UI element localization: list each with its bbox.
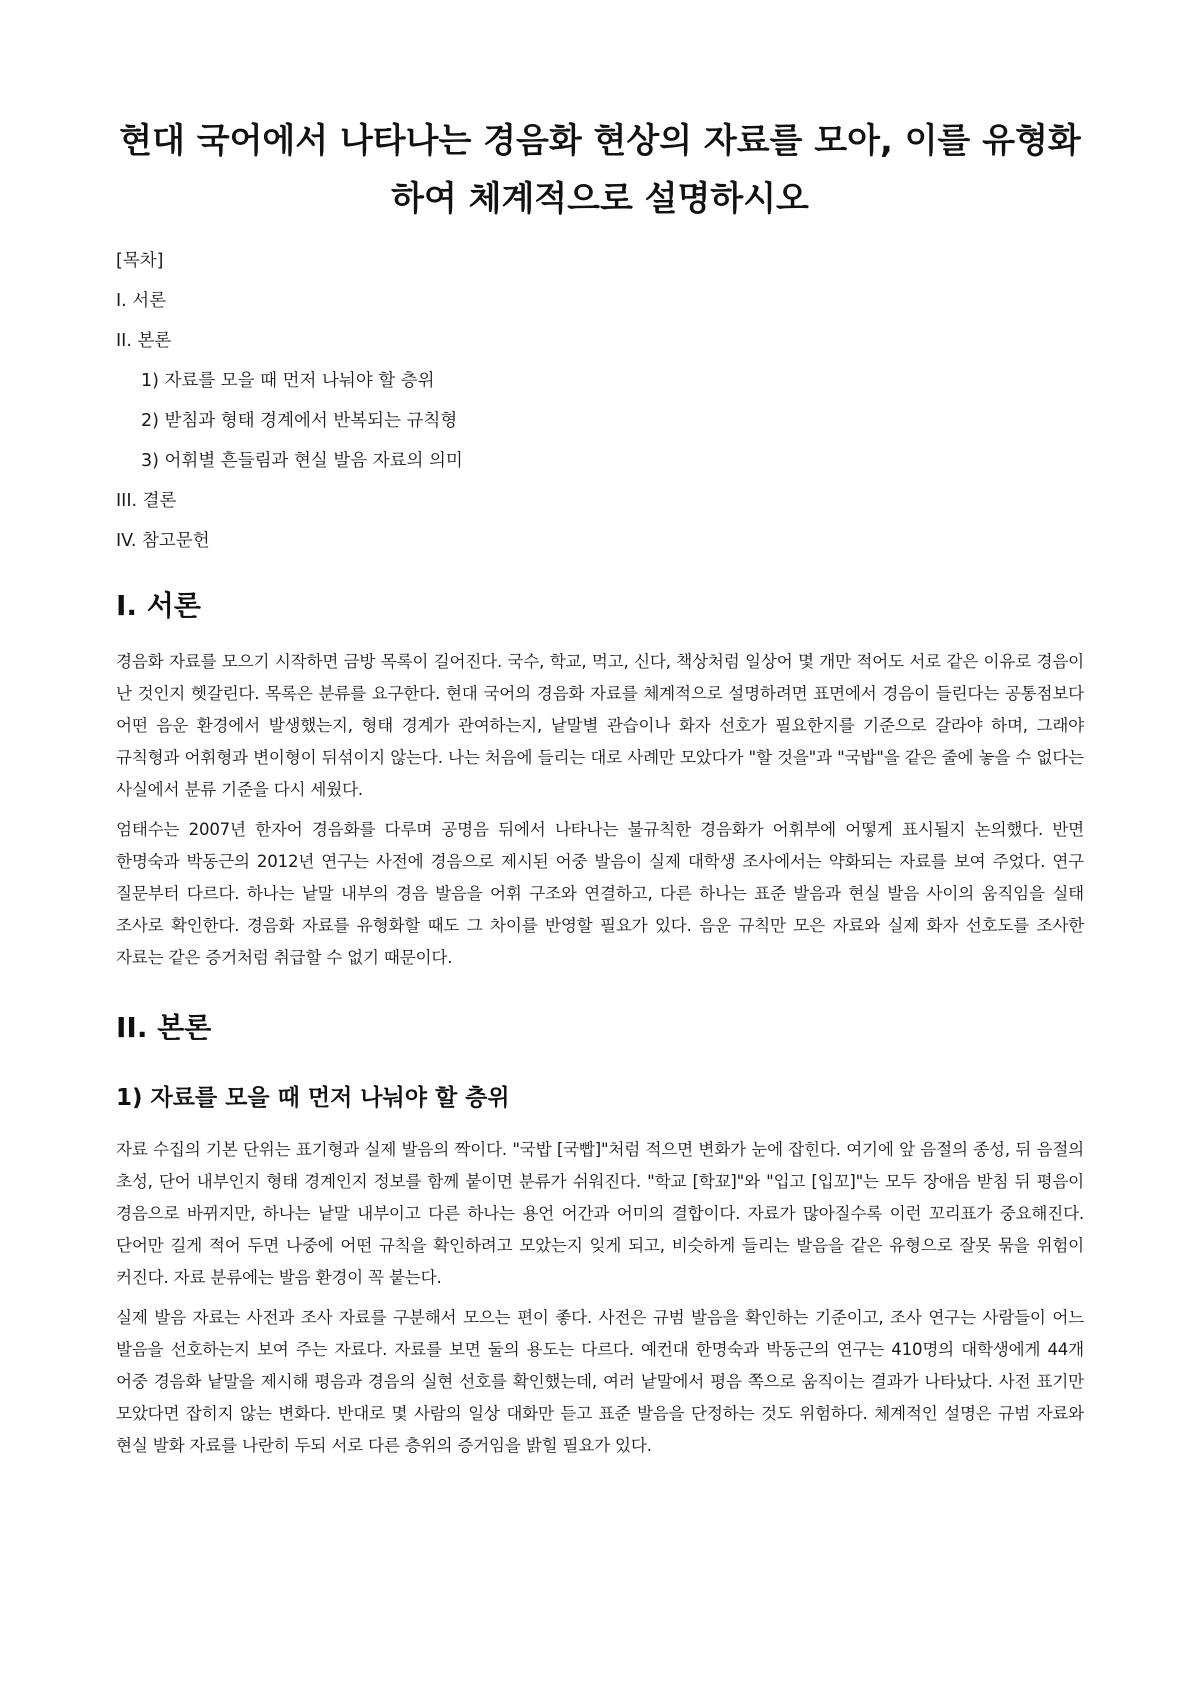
subsection-1-paragraph-2: 실제 발음 자료는 사전과 조사 자료를 구분해서 모으는 편이 좋다. 사전은 규범 발음을 확인하는 기준이고, 조사 연구는 사람들이 어느 발음을 선호하는지 보여 주는 자료다. 자료를 보면 둘의 용도는 다르다. 예컨대 한명숙과 박동근의 연구는 410명의 대학생에게 44개 어중 경음화 낱말을 제시해 평음과 경음의 실현 선호를 확인했는데, 여러 낱말에서 평음 쪽으로 움직이는 결과가 나타났다. 사전 표기만 모았다면 잡히지 않는 변화다. 반대로 몇 사람의 일상 대화만 듣고 표준 발음을 단정하는 것도 위험하다. 체계적인 설명은 규범 자료와 현실 발화 자료를 나란히 두되 서로 다른 층위의 증거임을 밝힐 필요가 있다.: [116, 1308, 1084, 1455]
toc-item-conclusion: III. 결론: [116, 491, 177, 511]
intro-paragraph-1: 경음화 자료를 모으기 시작하면 금방 목록이 길어진다. 국수, 학교, 먹고, 신다, 책상처럼 일상어 몇 개만 적어도 서로 같은 이유로 경음이 난 것인지 헷갈린다. 목록은 분류를 요구한다. 현대 국어의 경음화 자료를 체계적으로 설명하려면 표면에서 경음이 들린다는 공통점보다 어떤 음운 환경에서 발생했는지, 형태 경계가 관여하는지, 낱말별 관습이나 화자 선호가 필요한지를 기준으로 갈라야 하며, 그래야 규칙형과 어휘형과 변이형이 뒤섞이지 않는다. 나는 처음에 들리는 대로 사례만 모았다가 "할 것을"과 "국밥"을 같은 줄에 놓을 수 없다는 사실에서 분류 기준을 다시 세웠다.: [116, 652, 1084, 799]
table-of-contents: [116, 250, 1084, 552]
intro-paragraph-2: 엄태수는 2007년 한자어 경음화를 다루며 공명음 뒤에서 나타나는 불규칙한 경음화가 어휘부에 어떻게 표시될지 논의했다. 반면 한명숙과 박동근의 2012년 연구는 사전에 경음으로 제시된 어중 발음이 실제 대학생 조사에서는 약화되는 자료를 보여 주었다. 연구 질문부터 다르다. 하나는 낱말 내부의 경음 발음을 어휘 구조와 연결하고, 다른 하나는 표준 발음과 현실 발음 사이의 움직임을 실태 조사로 확인한다. 경음화 자료를 유형화할 때도 그 차이를 반영할 필요가 있다. 음운 규칙만 모은 자료와 실제 화자 선호도를 조사한 자료는 같은 증거처럼 취급할 수 없기 때문이다.: [116, 820, 1084, 967]
toc-heading: [목차]: [116, 251, 164, 271]
toc-subitem-1: 1) 자료를 모을 때 먼저 나눠야 할 층위: [141, 371, 435, 391]
toc-item-main-body: II. 본론: [116, 331, 172, 351]
subsection-1-paragraph-1: 자료 수집의 기본 단위는 표기형과 실제 발음의 짝이다. "국밥 [국빱]"처럼 적으면 변화가 눈에 잡힌다. 여기에 앞 음절의 종성, 뒤 음절의 초성, 단어 내부인지 형태 경계인지 정보를 함께 붙이면 분류가 쉬워진다. "학교 [학꾜]"와 "입고 [입꼬]"는 모두 장애음 받침 뒤 평음이 경음으로 바뀌지만, 하나는 낱말 내부이고 다른 하나는 용언 어간과 어미의 결합이다. 자료가 많아질수록 이런 꼬리표가 중요해진다. 단어만 길게 적어 두면 나중에 어떤 규칙을 확인하려고 모았는지 잊게 되고, 비슷하게 들리는 발음을 같은 유형으로 잘못 묶을 위험이 커진다. 자료 분류에는 발음 환경이 꼭 붙는다.: [116, 1140, 1084, 1287]
toc-item-introduction: I. 서론: [116, 291, 167, 311]
section-heading-main-body: II. 본론: [116, 1011, 212, 1044]
section-heading-introduction: I. 서론: [116, 589, 201, 622]
toc-item-references: IV. 참고문헌: [116, 531, 210, 551]
toc-subitem-2: 2) 받침과 형태 경계에서 반복되는 규칙형: [141, 411, 458, 431]
toc-subitem-3: 3) 어휘별 흔들림과 현실 발음 자료의 의미: [141, 451, 463, 471]
subsection-heading-1: 1) 자료를 모을 때 먼저 나눠야 할 층위: [116, 1085, 510, 1111]
document-title: 현대 국어에서 나타나는 경음화 현상의 자료를 모아, 이를 유형화하여 체계적으로 설명하시오: [119, 121, 1081, 219]
document-page: [116, 112, 1084, 1470]
